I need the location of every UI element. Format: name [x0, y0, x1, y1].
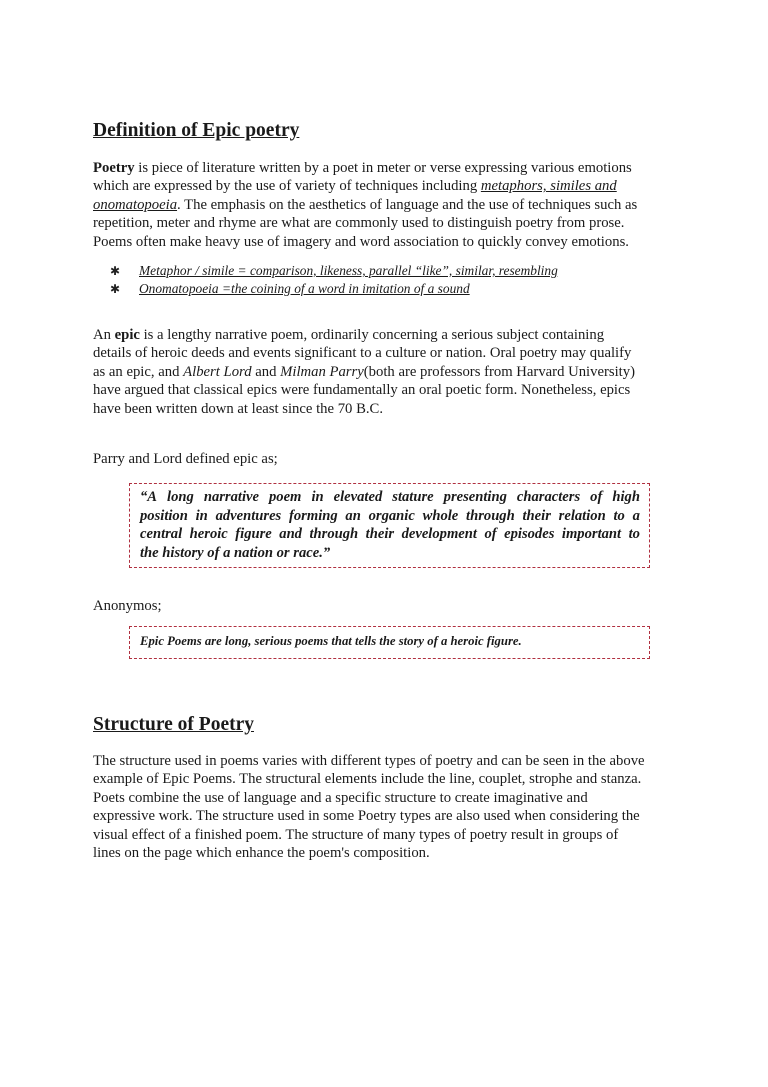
asterisk-bullet-icon: ✱ — [110, 264, 121, 278]
section-heading-structure: Structure of Poetry — [93, 714, 254, 735]
quote-line — [140, 488, 640, 507]
quote-word: adventures — [215, 507, 282, 524]
paragraph-line: as an epic, and Albert Lord and Milman Parry(both are professors from Harvard University) — [93, 363, 635, 380]
onomatopoeia-link: onomatopoeia — [93, 196, 178, 213]
quote-word: high — [612, 489, 640, 505]
quote-word: central — [140, 526, 183, 543]
epic-definition-paragraph — [93, 326, 668, 418]
paragraph-line: expressive work. The structure used in some Poetry types are also used when considering the — [93, 808, 640, 825]
paragraph-line: details of heroic deeds and events significant to a culture or nation. Oral poetry may qualify — [93, 345, 632, 362]
bullet-item: ✱ Onomatopoeia =the coining of a word in imitation of a sound — [110, 281, 470, 296]
definition-bullet-list — [110, 262, 558, 298]
quote-word: narrative — [203, 489, 259, 505]
quote-word: in — [311, 489, 324, 505]
quote-word: figure — [235, 526, 272, 543]
quote-word: important — [561, 526, 622, 543]
quote-word: elevated — [333, 489, 383, 505]
structure-paragraph — [93, 752, 668, 862]
paragraph-line: lines on the page which enhance the poem's composition. — [93, 845, 430, 862]
quote-word: relation — [558, 507, 606, 524]
paragraph-line: repetition, meter and rhyme are what are commonly used to distinguish poetry from prose. — [93, 215, 625, 232]
paragraph-line: Poems often make heavy use of imagery and word association to quickly convey emotions. — [93, 233, 629, 250]
anonymos-quote: Epic Poems are long, serious poems that tells the story of a heroic figure. — [140, 634, 522, 648]
quote-word: an — [345, 507, 361, 524]
paragraph-line: Poets combine the use of language and a specific structure to create imaginative and — [93, 789, 588, 806]
quote-line — [140, 525, 640, 544]
paragraph-line: have argued that classical epics were fundamentally an oral poetic form. Nonetheless, epics — [93, 382, 631, 399]
quote-word: a — [632, 507, 640, 524]
quote-word: stature — [392, 489, 434, 505]
paragraph-line: Poetry is piece of literature written by a poet in meter or verse expressing various emotions — [93, 160, 632, 176]
paragraph-line: onomatopoeia. The emphasis on the aesthetics of language and the use of techniques such as — [93, 196, 638, 213]
quote-word: of — [590, 489, 603, 505]
bold-term-epic: epic — [114, 327, 140, 343]
quote-word: heroic — [189, 526, 228, 543]
quote-word: presenting — [443, 489, 507, 505]
quote-word: position — [140, 507, 188, 524]
section-heading-definition: Definition of Epic poetry — [93, 120, 300, 141]
quote-word: organic — [368, 507, 415, 524]
quote-word: forming — [289, 507, 338, 524]
quote-word: development — [401, 526, 477, 543]
quote-word: their — [365, 526, 395, 543]
quote-line — [140, 507, 640, 526]
quote-word: poem — [268, 489, 302, 505]
anonymos-label: Anonymos; — [93, 598, 162, 614]
quote-word: characters — [516, 489, 581, 505]
paragraph-line: The structure used in poems varies with different types of poetry and can be seen in the above — [93, 753, 645, 769]
quote-word: through — [309, 526, 359, 543]
asterisk-bullet-icon: ✱ — [110, 282, 121, 296]
paragraph-line: example of Epic Poems. The structural elements include the line, couplet, strophe and stanza. — [93, 771, 642, 788]
bold-term-poetry: Poetry — [93, 160, 135, 176]
quote-word: to — [613, 507, 625, 524]
quote-word: in — [195, 507, 208, 524]
quote-word: through — [466, 507, 515, 524]
quote-word: their — [522, 507, 551, 524]
quote-word: whole — [422, 507, 459, 524]
quote-word: of — [484, 526, 497, 543]
quote-word: to — [628, 526, 640, 543]
name-albert-lord: Albert Lord — [183, 363, 252, 380]
paragraph-line: An epic is a lengthy narrative poem, ordinarily concerning a serious subject containing — [93, 327, 605, 343]
quote-word: long — [167, 489, 194, 505]
quote-line: the history of a nation or race.” — [140, 544, 331, 561]
techniques-link: metaphors, similes and — [480, 178, 617, 195]
name-milman-parry: Milman Parry — [280, 363, 364, 380]
paragraph-line: have been written down at least since the 70 B.C. — [93, 400, 383, 417]
poetry-definition-paragraph — [93, 159, 668, 251]
quote-word: “A — [140, 489, 158, 505]
paragraph-line: which are expressed by the use of variety of techniques including metaphors, similes and — [93, 178, 617, 195]
quote-word: and — [279, 526, 302, 543]
quote-word: episodes — [504, 526, 555, 543]
parry-lord-quote — [140, 488, 640, 562]
parry-lord-label: Parry and Lord defined epic as; — [93, 451, 278, 467]
paragraph-line: visual effect of a finished poem. The structure of many types of poetry result in groups of — [93, 826, 619, 843]
bullet-item: ✱ Metaphor / simile = comparison, likeness, parallel “like”, similar, resembling — [110, 263, 558, 278]
